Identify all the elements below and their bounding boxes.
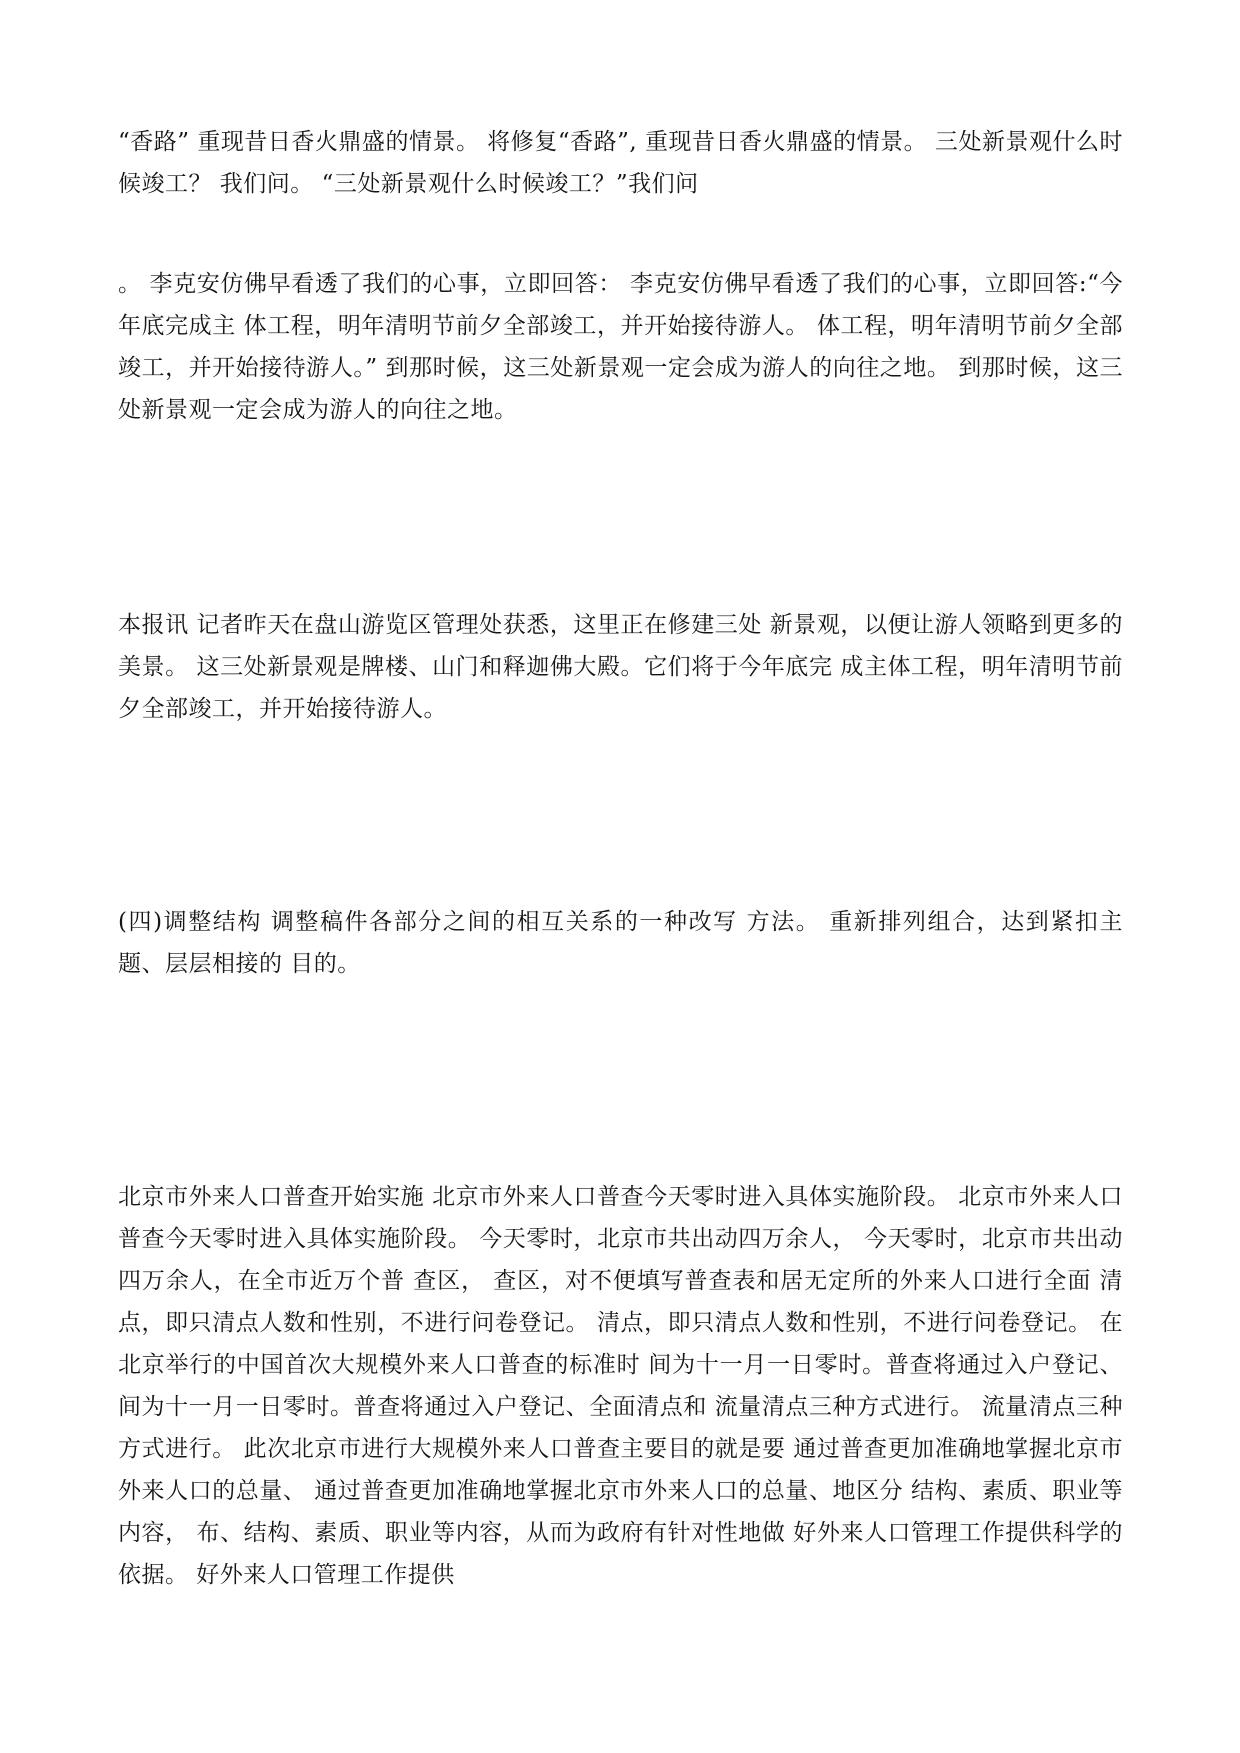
- paragraph-panshan-news: 本报讯 记者昨天在盘山游览区管理处获悉，这里正在修建三处 新景观，以便让游人领略到更多的美景。 这三处新景观是牌楼、山门和释迦佛大殿。它们将于今年底完 成主体工程，明年清明节前夕全部竣工，并开始接待游人。: [118, 612, 1123, 722]
- paragraph-xianglu: “香路” 重现昔日香火鼎盛的情景。 将修复“香路”, 重现昔日香火鼎盛的情景。 三处新景观什么时候竣工？ 我们问。 “三处新景观什么时候竣工？”我们问: [118, 129, 1123, 197]
- paragraph-likean-reply: 。 李克安仿佛早看透了我们的心事，立即回答： 李克安仿佛早看透了我们的心事，立即回答:“今年底完成主 体工程，明年清明节前夕全部竣工，并开始接待游人。 体工程，明年清明节前夕全部竣工，并开始接待游人。” 到那时候，这三处新景观一定会成为游人的向往之地。 到那时候，这三处新景观一定会成为游人的向往之地。: [118, 271, 1123, 423]
- paragraph-beijing-census: 北京市外来人口普查开始实施 北京市外来人口普查今天零时进入具体实施阶段。 北京市外来人口普查今天零时进入具体实施阶段。 今天零时，北京市共出动四万余人， 今天零时，北京市共出动四万余人，在全市近万个普 查区， 查区，对不便填写普查表和居无定所的外来人口进行全面 清点，即只清点人数和性别，不进行问卷登记。 清点，即只清点人数和性别，不进行问卷登记。 在北京举行的中国首次大规模外来人口普查的标准时 间为十一月一日零时。普查将通过入户登记、 间为十一月一日零时。普查将通过入户登记、全面清点和 流量清点三种方式进行。 流量清点三种方式进行。 此次北京市进行大规模外来人口普查主要目的就是要 通过普查更加准确地掌握北京市外来人口的总量、 通过普查更加准确地掌握北京市外来人口的总量、地区分 结构、素质、职业等内容， 布、结构、素质、职业等内容，从而为政府有针对性地做 好外来人口管理工作提供科学的依据。 好外来人口管理工作提供: [118, 1184, 1123, 1588]
- paragraph-adjust-structure: (四)调整结构 调整稿件各部分之间的相互关系的一种改写 方法。 重新排列组合，达到紧扣主题、层层相接的 目的。: [118, 909, 1123, 977]
